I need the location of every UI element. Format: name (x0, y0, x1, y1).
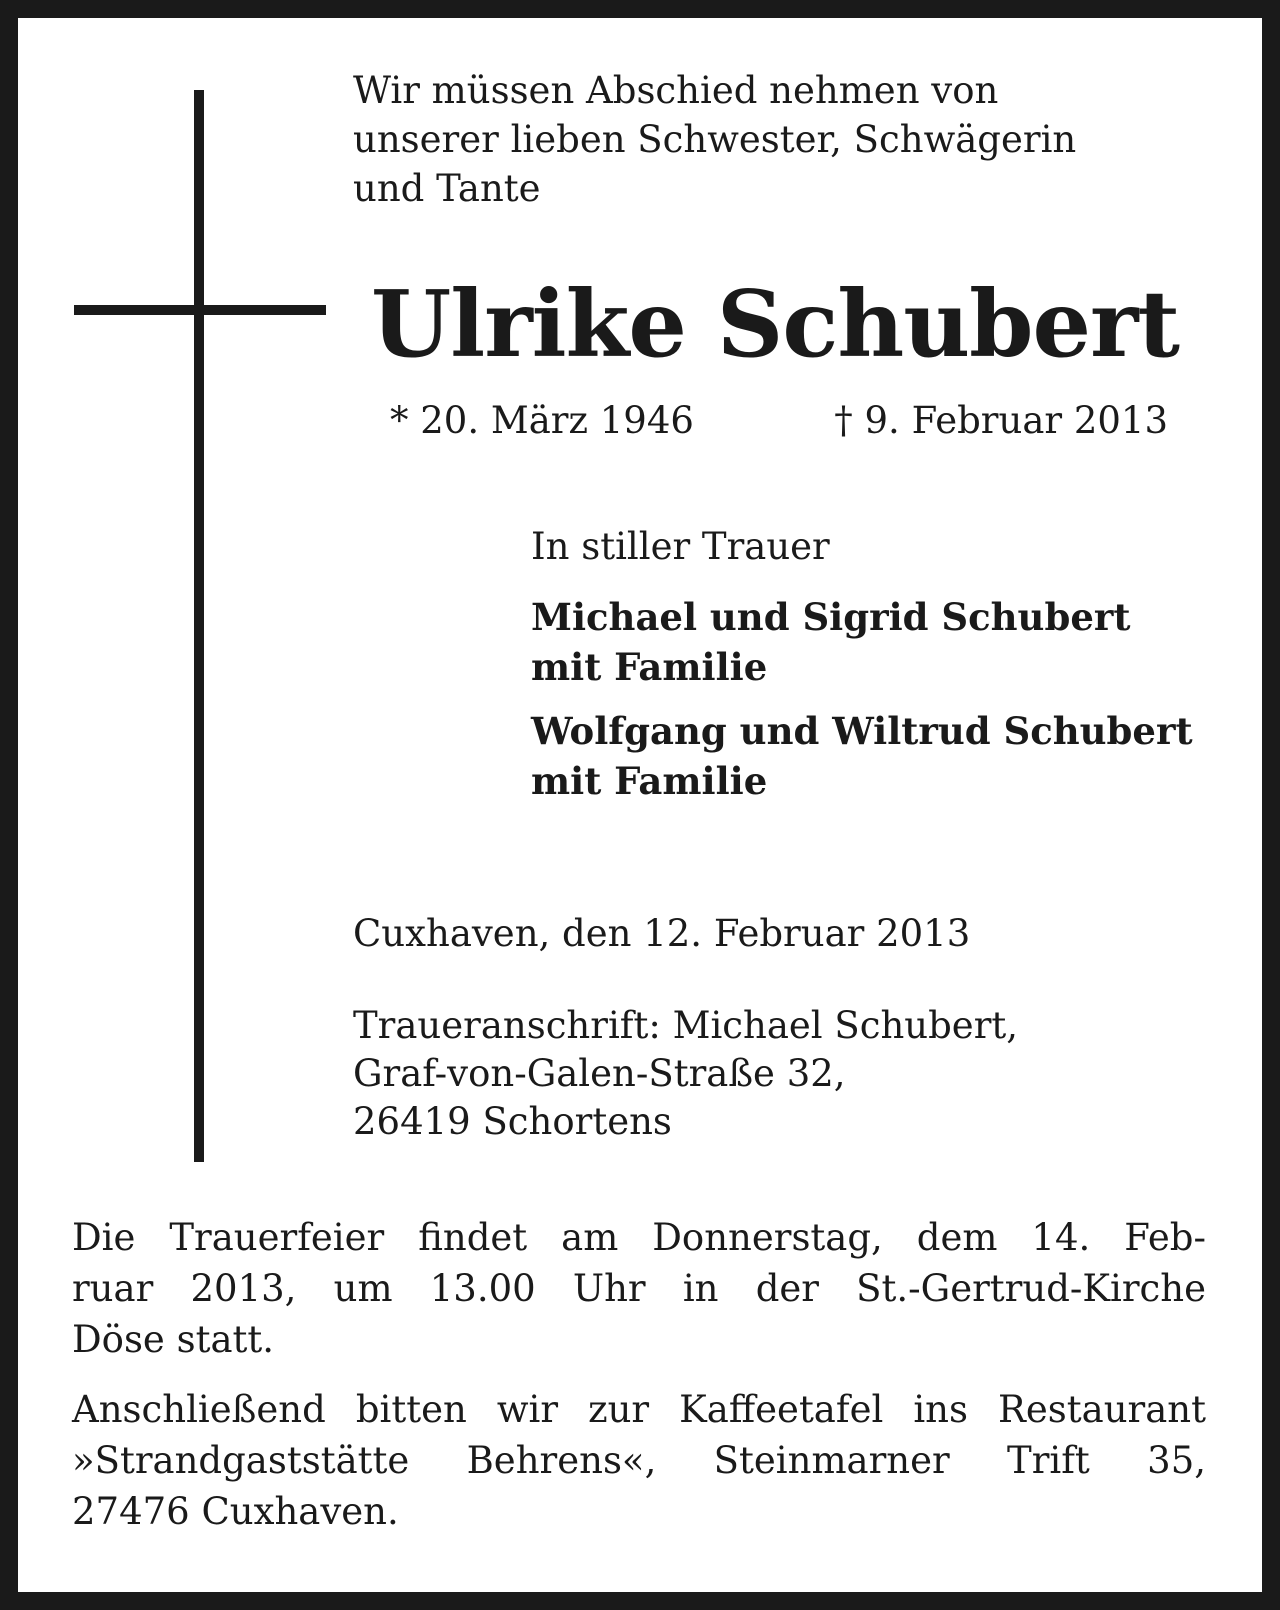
death-date: † 9. Februar 2013 (834, 399, 1168, 442)
reception-line-2: »Strandgaststätte Behrens«, Steinmarner Trift 35, (72, 1439, 1206, 1482)
mourner-group-1-names: Michael und Sigrid Schubert (531, 595, 1131, 639)
intro-line-2: unserer lieben Schwester, Schwägerin (353, 118, 1077, 161)
mourner-group-2 (531, 706, 1193, 806)
ceremony-line-3: Döse statt. (72, 1318, 275, 1361)
mourning-intro: In stiller Trauer (531, 525, 830, 568)
address-line-2: Graf-von-Galen-Straße 32, (353, 1052, 846, 1095)
intro-line-3: und Tante (353, 167, 541, 210)
address-line-1: Traueranschrift: Michael Schubert, (353, 1004, 1019, 1047)
ceremony-line-1: Die Trauerfeier findet am Donnerstag, dem 14. Feb- (72, 1216, 1206, 1259)
intro-line-1: Wir müssen Abschied nehmen von (353, 69, 999, 112)
cross-icon-horizontal-bar (74, 305, 326, 315)
birth-date: * 20. März 1946 (390, 399, 694, 442)
ceremony-line-2: ruar 2013, um 13.00 Uhr in der St.-Gertrud-Kirche (72, 1267, 1206, 1310)
mourner-group-1 (531, 592, 1130, 692)
address-line-3: 26419 Schortens (353, 1100, 672, 1143)
intro-text (353, 66, 1206, 213)
mourner-group-2-names: Wolfgang und Wiltrud Schubert (531, 709, 1193, 753)
mourner-group-2-family: mit Familie (531, 759, 768, 803)
mourning-address (353, 1002, 1018, 1146)
cross-icon-vertical-bar (194, 90, 204, 1162)
place-and-date: Cuxhaven, den 12. Februar 2013 (353, 912, 971, 955)
reception-line-3: 27476 Cuxhaven. (72, 1490, 399, 1533)
reception-paragraph (72, 1384, 1206, 1537)
deceased-name: Ulrike Schubert (371, 270, 1179, 378)
reception-line-1: Anschließend bitten wir zur Kaffeetafel ins Restaurant (72, 1388, 1206, 1431)
mourner-group-1-family: mit Familie (531, 645, 768, 689)
ceremony-paragraph (72, 1212, 1206, 1365)
